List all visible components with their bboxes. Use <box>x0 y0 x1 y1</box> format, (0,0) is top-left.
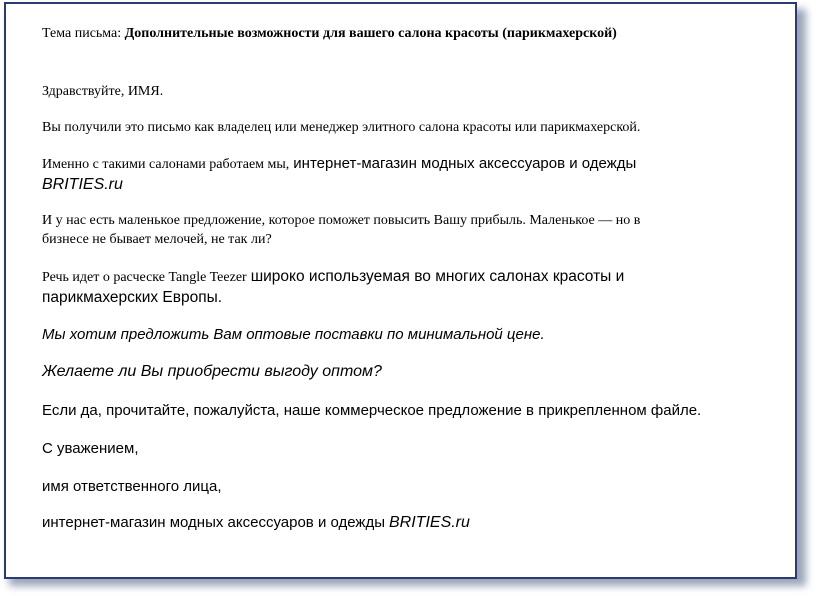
subject-line <box>42 26 617 42</box>
partner-text-sans: интернет-магазин модных аксессуаров и одежды <box>293 155 637 172</box>
signer-text: имя ответственного лица, <box>42 478 222 495</box>
partner-paragraph <box>42 155 636 173</box>
closing-text: С уважением, <box>42 440 139 457</box>
intro-paragraph: Вы получили это письмо как владелец или менеджер элитного салона красоты или парикмахерской. <box>42 120 641 135</box>
product-text-sans: широко используемая во многих салонах красоты и <box>250 268 625 285</box>
partner-text-serif: Именно с такими салонами работаем мы, <box>42 157 290 172</box>
brand-name: BRITIES.ru <box>42 176 123 193</box>
product-text-serif: Речь идет о расческе Tangle Teezer <box>42 270 247 285</box>
greeting: Здравствуйте, ИМЯ. <box>42 84 164 99</box>
subject-text: Дополнительные возможности для вашего салона красоты (парикмахерской) <box>124 26 617 41</box>
letter-page <box>4 2 797 579</box>
product-paragraph <box>42 268 624 286</box>
signature-text: интернет-магазин модных аксессуаров и одежды <box>42 514 385 531</box>
signature-line <box>42 514 470 532</box>
offer-text: Мы хотим предложить Вам оптовые поставки по минимальной цене. <box>42 326 545 343</box>
subject-label: Тема письма: <box>42 26 122 41</box>
signature-brand: BRITIES.ru <box>389 514 470 531</box>
proposal-line-1: И у нас есть маленькое предложение, которое поможет повысить Вашу прибыль. Маленькое — но в <box>42 213 641 228</box>
question-text: Желаете ли Вы приобрести выгоду оптом? <box>42 363 382 380</box>
proposal-line-2: бизнесе не бывает мелочей, не так ли? <box>42 232 272 247</box>
product-text-sans-2: парикмахерских Европы. <box>42 289 223 306</box>
cta-text: Если да, прочитайте, пожалуйста, наше коммерческое предложение в прикрепленном файле. <box>42 402 702 419</box>
